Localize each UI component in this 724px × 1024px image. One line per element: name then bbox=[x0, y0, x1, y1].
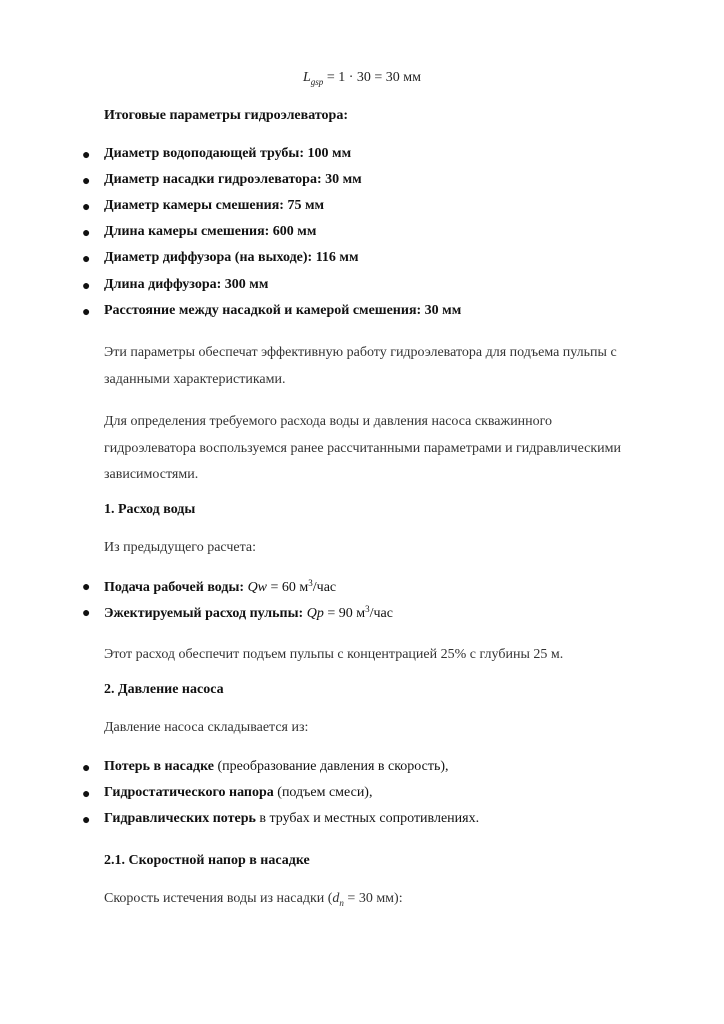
bullet-icon: ● bbox=[82, 813, 91, 828]
list-item-text: Длина диффузора: 300 мм bbox=[104, 277, 269, 292]
bullet-icon: ● bbox=[82, 761, 91, 776]
section-2-lead: Давление насоса складывается из: bbox=[104, 720, 309, 735]
bullet-icon: ● bbox=[82, 252, 91, 267]
intro-line-1: Для определения требуемого расхода воды и давления насоса скважинного bbox=[104, 414, 553, 429]
formula-symbol: L bbox=[303, 70, 311, 85]
intro-line-2: гидроэлеватора воспользуемся ранее рассчитанными параметрами и гидравлическими bbox=[104, 441, 621, 456]
section-2-1-heading: 2.1. Скоростной напор в насадке bbox=[104, 853, 310, 868]
bullet-icon: ● bbox=[82, 174, 91, 189]
conclusion-line-2: заданными характеристиками. bbox=[104, 372, 286, 387]
section-1-heading: 1. Расход воды bbox=[104, 502, 196, 517]
list-item-text: Диаметр водоподающей трубы: 100 мм bbox=[104, 146, 352, 161]
list-item-text: Длина камеры смешения: 600 мм bbox=[104, 224, 317, 239]
formula-expression: = 1 · 30 = 30 bbox=[323, 70, 400, 85]
section-1-note: Этот расход обеспечит подъем пульпы с концентрацией 25% с глубины 25 м. bbox=[104, 647, 564, 662]
formula-subscript: gsp bbox=[310, 76, 324, 87]
section-2-1-lead: Скорость истечения воды из насадки ($d_n = 30$ мм): bbox=[104, 891, 403, 908]
bullet-icon: ● bbox=[82, 279, 91, 294]
list-item-text: Подача рабочей воды: Qw = 60 $м^3$/час bbox=[104, 578, 337, 595]
summary-heading: Итоговые параметры гидроэлеватора: bbox=[104, 108, 348, 123]
list-item-text: Диаметр диффузора (на выходе): 116 мм bbox=[104, 250, 359, 265]
section-1-lead: Из предыдущего расчета: bbox=[104, 540, 256, 555]
formula-unit: мм bbox=[399, 70, 421, 85]
list-item-text: Диаметр камеры смешения: 75 мм bbox=[104, 198, 325, 213]
bullet-icon: ● bbox=[82, 580, 91, 595]
list-item-text: Эжектируемый расход пульпы: Qp = 90 $м^3$/час bbox=[104, 604, 393, 621]
list-item-text: Потерь в насадке (преобразование давления в скорость), bbox=[104, 759, 449, 774]
list-item-text: Диаметр насадки гидроэлеватора: 30 мм bbox=[104, 172, 362, 187]
list-item-text: Расстояние между насадкой и камерой смешения: 30 мм bbox=[104, 303, 462, 318]
conclusion-line-1: Эти параметры обеспечат эффективную работу гидроэлеватора для подъема пульпы с bbox=[104, 345, 617, 360]
bullet-icon: ● bbox=[82, 226, 91, 241]
section-2-heading: 2. Давление насоса bbox=[104, 682, 224, 697]
intro-line-3: зависимостями. bbox=[104, 467, 199, 482]
bullet-icon: ● bbox=[82, 606, 91, 621]
bullet-icon: ● bbox=[82, 305, 91, 320]
mixing-chamber-length-formula bbox=[0, 70, 724, 87]
bullet-icon: ● bbox=[82, 148, 91, 163]
list-item-text: Гидравлических потерь в трубах и местных сопротивлениях. bbox=[104, 811, 480, 826]
bullet-icon: ● bbox=[82, 200, 91, 215]
bullet-icon: ● bbox=[82, 787, 91, 802]
list-item-text: Гидростатического напора (подъем смеси), bbox=[104, 785, 373, 800]
